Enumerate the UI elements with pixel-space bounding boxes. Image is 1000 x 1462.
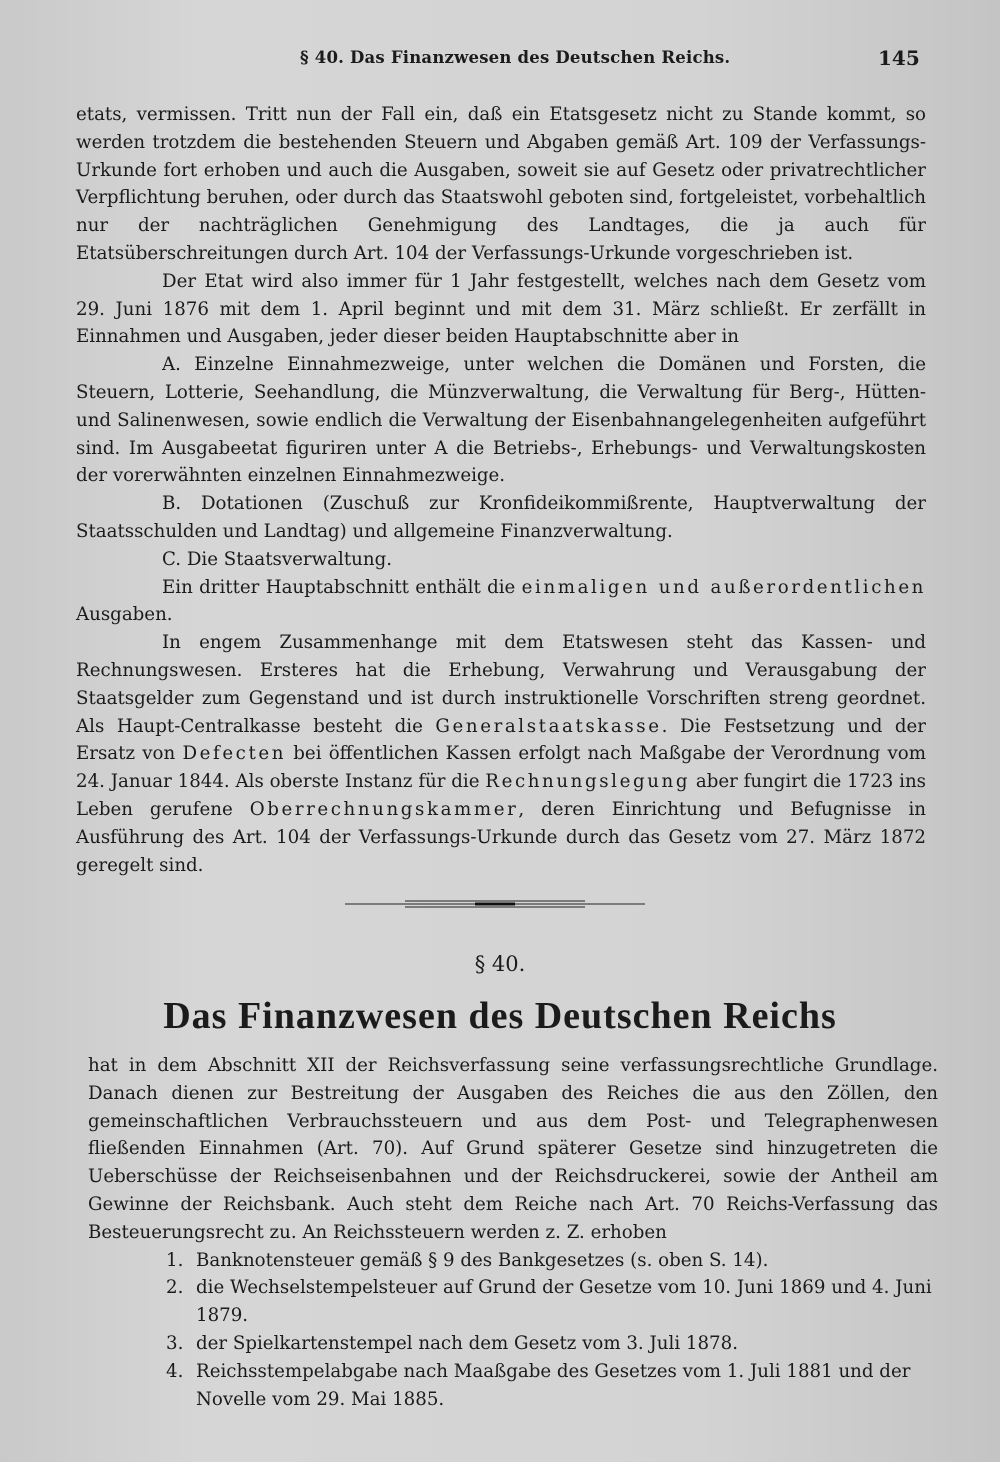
paragraph: hat in dem Abschnitt XII der Reichsverfassung seine verfassungsrechtliche Grundlage. Danach dienen zur Bestreitung der Ausgaben des Reiches die aus den Zöllen, den gemeinschaftlichen Verbrauchssteuern und aus dem Post- und Telegraphenwesen fließenden Einnahmen (Art. 70). Auf Grund späterer Gesetze sind hinzugetreten die Ueberschüsse der Reichseisenbahnen und der Reichsdruckerei, sowie der Antheil am Gewinne der Reichsbank. Auch steht dem Reiche nach Art. 70 Reichs-Verfassung das Besteuerungsrecht zu. An Reichssteuern werden z. Z. erhoben bbox=[88, 1055, 938, 1243]
section-number: § 40. bbox=[474, 952, 526, 976]
ornamental-divider bbox=[345, 897, 645, 911]
text-run: In engem Zusammenhange mit dem Etatswesen steht das Kassen- und Rechnungswesen. Ersteres hat die Erhebung, Verwahrung und Verausgabung der Staatsgelder zum Gegenstand und ist durch instruktionelle Vorschriften streng geordnet. Als Haupt-Centralkasse besteht die bbox=[76, 632, 926, 737]
list-number: 1. bbox=[166, 1249, 184, 1271]
text-run: bei öffentlichen Kassen erfolgt nach Maßgabe der Verordnung vom 24. Januar 1844. Als oberste Instanz für die bbox=[76, 743, 926, 793]
text-run: Ausgaben. bbox=[76, 604, 173, 626]
section-40-body bbox=[88, 1052, 938, 1413]
text-run: Ein dritter Hauptabschnitt enthält die bbox=[162, 576, 522, 598]
page-number: 145 bbox=[878, 46, 920, 70]
paragraph bbox=[76, 574, 926, 630]
reichssteuern-list bbox=[88, 1247, 938, 1414]
section-39-continued bbox=[76, 101, 926, 879]
list-number: 4. bbox=[166, 1360, 184, 1382]
list-text: Reichsstempelabgabe nach Maaßgabe des Gesetzes vom 1. Juli 1881 und der Novelle vom 29. Mai 1885. bbox=[196, 1360, 911, 1410]
paragraph: Der Etat wird also immer für 1 Jahr festgestellt, welches nach dem Gesetz vom 29. Juni 1876 mit dem 1. April beginnt und mit dem 31. März schließt. Er zerfällt in Einnahmen und Ausgaben, jeder dieser beiden Hauptabschnitte aber in bbox=[76, 270, 926, 348]
spaced-emphasis: Defecten bbox=[182, 743, 287, 765]
running-head-title: § 40. Das Finanzwesen des Deutschen Reichs. bbox=[300, 48, 731, 67]
spaced-emphasis: Rechnungslegung bbox=[485, 771, 691, 793]
running-head bbox=[0, 48, 1000, 78]
spaced-emphasis: Oberrechnungskammer bbox=[249, 798, 519, 820]
spaced-emphasis: einmaligen und außerordentlichen bbox=[521, 576, 927, 598]
spaced-emphasis: Generalstaatskasse bbox=[435, 715, 662, 737]
text-run: . Die Festsetzung und der Ersatz von bbox=[76, 715, 926, 765]
list-item bbox=[88, 1247, 938, 1275]
list-text: der Spielkartenstempel nach dem Gesetz vom 3. Juli 1878. bbox=[196, 1332, 738, 1354]
section-heading: Das Finanzwesen des Deutschen Reichs bbox=[163, 995, 837, 1037]
text-run: aber fungirt die 1723 ins Leben gerufene bbox=[76, 771, 927, 820]
list-number: 2. bbox=[166, 1277, 184, 1299]
list-item bbox=[88, 1274, 938, 1330]
paragraph: etats, vermissen. Tritt nun der Fall ein, daß ein Etatsgesetz nicht zu Stande kommt, so werden trotzdem die bestehenden Steuern und Abgaben gemäß Art. 109 der Verfassungs-Urkunde fort erhoben und auch die Ausgaben, soweit sie auf Gesetz oder privatrechtlicher Verpflichtung beruhen, oder durch das Staatswohl geboten sind, fortgeleistet, vorbehaltlich nur der nachträglichen Genehmigung des Landtages, die ja auch für Etatsüberschreitungen durch Art. 104 der Verfassungs-Urkunde vorgeschrieben ist. bbox=[76, 104, 926, 264]
paragraph: B. Dotationen (Zuschuß zur Kronfideikommißrente, Hauptverwaltung der Staatsschulden und Landtag) und allgemeine Finanzverwaltung. bbox=[76, 493, 926, 542]
list-number: 3. bbox=[166, 1332, 184, 1354]
list-item bbox=[88, 1330, 938, 1358]
list-text: Banknotensteuer gemäß § 9 des Bankgesetzes (s. oben S. 14). bbox=[196, 1249, 769, 1271]
text-run: , deren Einrichtung und Befugnisse in Ausführung des Art. 104 der Verfassungs-Urkunde durch das Gesetz vom 27. März 1872 geregelt sind. bbox=[76, 798, 927, 876]
paragraph: A. Einzelne Einnahmezweige, unter welchen die Domänen und Forsten, die Steuern, Lotterie, Seehandlung, die Münzverwaltung, die Verwaltung für Berg-, Hütten- und Salinenwesen, sowie endlich die Verwaltung der Eisenbahnangelegenheiten aufgeführt sind. Im Ausgabeetat figuriren unter A die Betriebs-, Erhebungs- und Verwaltungskosten der vorerwähnten einzelnen Einnahmezweige. bbox=[76, 354, 926, 487]
list-item bbox=[88, 1358, 938, 1414]
paragraph bbox=[76, 629, 926, 879]
list-text: die Wechselstempelsteuer auf Grund der Gesetze vom 10. Juni 1869 und 4. Juni 1879. bbox=[196, 1277, 932, 1327]
paragraph: C. Die Staatsverwaltung. bbox=[162, 548, 392, 570]
